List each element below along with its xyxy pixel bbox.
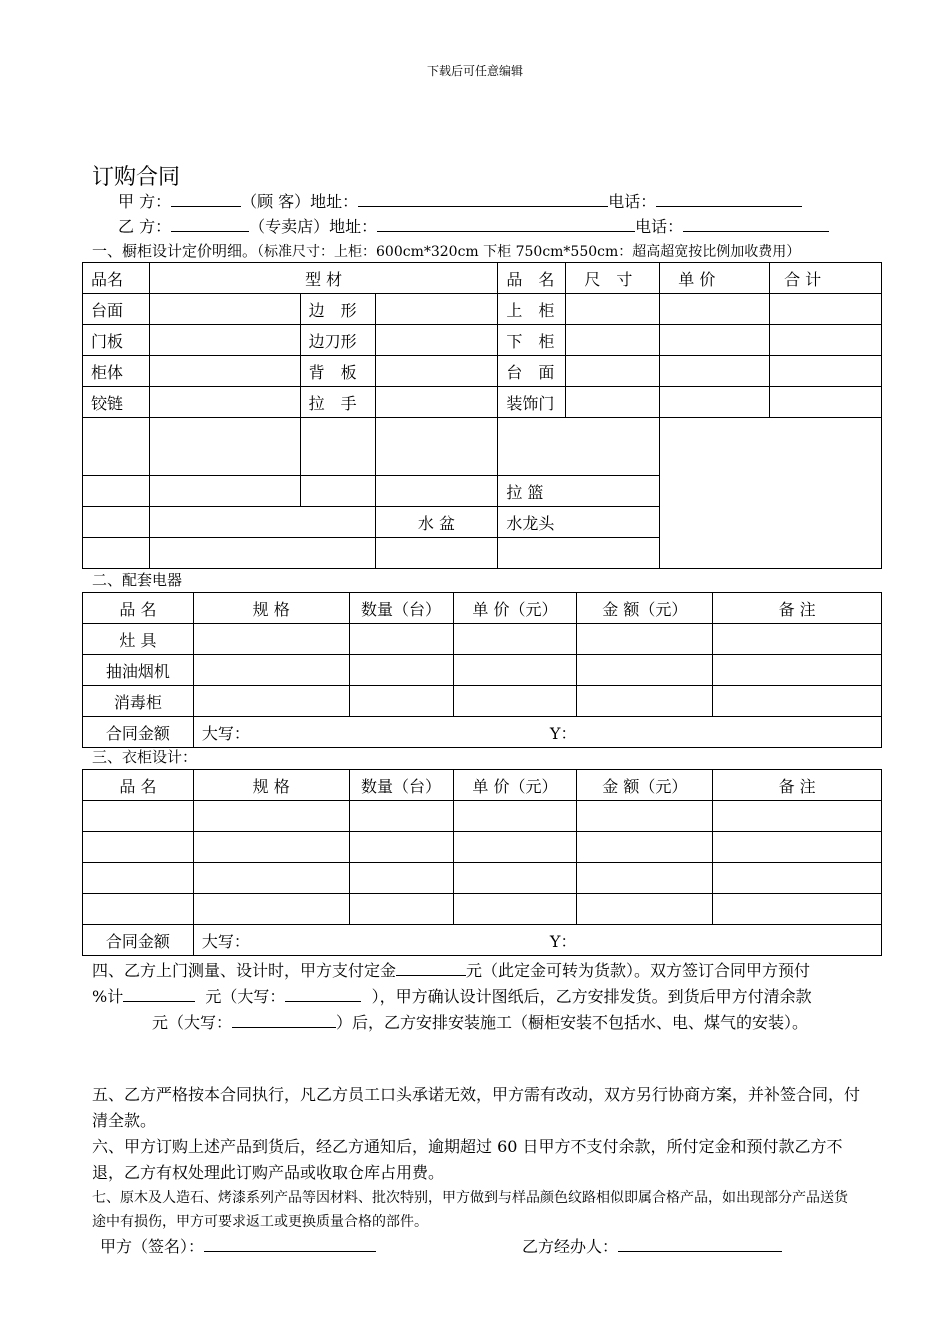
signature-a [100, 1234, 376, 1257]
cell-label: 拉 手 [300, 387, 375, 418]
balance-upper-blank[interactable] [232, 1012, 336, 1028]
table-cell[interactable] [193, 863, 349, 894]
table-row [83, 387, 882, 418]
table-cell[interactable] [83, 476, 150, 507]
table-cell[interactable] [713, 832, 882, 863]
table-cell[interactable] [453, 624, 577, 655]
party-b-label: 乙 方： [118, 217, 172, 236]
party-a-address-blank[interactable] [358, 191, 608, 207]
row-label: 灶 具 [83, 624, 194, 655]
table-cell[interactable] [713, 894, 882, 925]
table-cell[interactable] [713, 686, 882, 717]
clause-4-text: ），甲方确认设计图纸后，乙方安排发货。到货后甲方付清余款 [371, 987, 812, 1006]
table-row [83, 655, 882, 686]
table-cell[interactable] [149, 418, 300, 476]
table-cell-merged[interactable] [660, 418, 882, 569]
table-cell[interactable] [577, 863, 713, 894]
total-row [83, 925, 882, 956]
table-cell[interactable] [193, 624, 349, 655]
section2-heading: 二、配套电器 [92, 571, 183, 589]
cell-label: 背 板 [300, 356, 375, 387]
party-a-name-blank[interactable] [171, 191, 241, 207]
appliance-table [82, 592, 882, 748]
col-header: 数量（台） [349, 593, 453, 624]
table-cell[interactable] [566, 294, 660, 325]
sink-label: 水 盆 [375, 507, 498, 538]
table-cell[interactable] [349, 624, 453, 655]
party-b-line [118, 214, 829, 237]
deposit-blank[interactable] [396, 960, 466, 976]
table-row [83, 863, 882, 894]
cabinet-table-header [83, 263, 882, 294]
party-b-address-blank[interactable] [377, 216, 635, 232]
table-cell[interactable] [770, 387, 882, 418]
table-cell[interactable] [566, 325, 660, 356]
table-cell[interactable] [577, 624, 713, 655]
table-cell[interactable] [83, 801, 194, 832]
table-cell[interactable] [498, 418, 660, 476]
cell-label: 边 形 [300, 294, 375, 325]
table-cell[interactable] [713, 801, 882, 832]
table-row [83, 894, 882, 925]
table-row [83, 356, 882, 387]
table-cell[interactable] [375, 294, 498, 325]
table-cell[interactable] [577, 655, 713, 686]
col-header: 金 额（元） [577, 770, 713, 801]
party-b-phone-label: 电话： [635, 217, 684, 236]
clause-7: 七、原木及人造石、烤漆系列产品等因材料、批次特别，甲方做到与样品颜色纹路相似即属合格产品，如出现部分产品送货途中有损伤，甲方可要求返工或更换质量合格的部件。 [92, 1190, 848, 1230]
cell-label: 上 柜 [498, 294, 566, 325]
table-cell[interactable] [83, 418, 150, 476]
table-row [83, 325, 882, 356]
table-row [83, 801, 882, 832]
party-b-name-blank[interactable] [171, 216, 249, 232]
clause-4-text: 元（大写： [205, 987, 286, 1006]
table-cell[interactable] [453, 686, 577, 717]
party-a-role: （顾 客）地址： [241, 192, 359, 211]
col-header: 数量（台） [349, 770, 453, 801]
party-b-role: （专卖店）地址： [249, 217, 378, 236]
cell-label: 柜体 [83, 356, 150, 387]
sign-a-label: 甲方（签名）： [100, 1237, 205, 1256]
table-cell[interactable] [300, 418, 375, 476]
table-cell[interactable] [149, 325, 300, 356]
appliance-table-header [83, 593, 882, 624]
row-label: 消毒柜 [83, 686, 194, 717]
clause-4-text: ）后，乙方安排安装施工（橱柜安装不包括水、电、煤气的安装）。 [336, 1013, 809, 1032]
party-a-label: 甲 方： [118, 192, 172, 211]
table-cell[interactable] [149, 356, 300, 387]
party-a-phone-blank[interactable] [656, 191, 802, 207]
wardrobe-table [82, 769, 882, 956]
table-row [83, 686, 882, 717]
header-note: 下载后可任意编辑 [426, 64, 523, 78]
cell-label: 台面 [83, 294, 150, 325]
col-header-total: 合 计 [770, 263, 882, 294]
col-header-name: 品名 [83, 263, 150, 294]
col-header: 品 名 [83, 770, 194, 801]
sign-b-blank[interactable] [618, 1236, 782, 1252]
table-cell[interactable] [149, 294, 300, 325]
col-header: 金 额（元） [577, 593, 713, 624]
table-cell[interactable] [453, 894, 577, 925]
table-row [83, 624, 882, 655]
clause-4-text: 四、乙方上门测量、设计时，甲方支付定金 [92, 961, 397, 980]
col-header-material: 型 材 [149, 263, 497, 294]
total-cell[interactable] [193, 925, 881, 956]
col-header-unit-price: 单 价 [660, 263, 770, 294]
table-cell[interactable] [577, 894, 713, 925]
table-cell[interactable] [349, 801, 453, 832]
yen-label: Y： [549, 723, 577, 743]
table-cell[interactable] [660, 325, 770, 356]
clause-4 [92, 958, 860, 1036]
sign-a-blank[interactable] [204, 1236, 376, 1252]
table-cell[interactable] [193, 801, 349, 832]
table-cell[interactable] [193, 832, 349, 863]
table-cell[interactable] [375, 418, 498, 476]
clause-5: 五、乙方严格按本合同执行，凡乙方员工口头承诺无效，甲方需有改动，双方另行协商方案，并补签合同，付清全款。 [92, 1085, 861, 1130]
table-cell[interactable] [193, 894, 349, 925]
table-cell[interactable] [83, 863, 194, 894]
table-cell[interactable] [349, 863, 453, 894]
col-header: 规 格 [193, 770, 349, 801]
table-cell[interactable] [375, 356, 498, 387]
table-cell[interactable] [660, 294, 770, 325]
table-cell[interactable] [770, 356, 882, 387]
table-cell[interactable] [375, 387, 498, 418]
page-title: 订购合同 [92, 165, 181, 190]
basket-label: 拉 篮 [498, 476, 660, 507]
total-cell[interactable] [193, 717, 881, 748]
col-header: 品 名 [83, 593, 194, 624]
party-b-phone-blank[interactable] [683, 216, 829, 232]
section1-heading: 一、橱柜设计定价明细。 [92, 242, 258, 260]
table-cell[interactable] [770, 294, 882, 325]
cell-label: 铰链 [83, 387, 150, 418]
table-cell[interactable] [453, 801, 577, 832]
section1-note: （标准尺寸：上柜：600cm*320cm 下柜 750cm*550cm：超高超宽按比例加收费用） [257, 244, 801, 260]
table-cell[interactable] [349, 686, 453, 717]
table-cell[interactable] [83, 894, 194, 925]
col-header-name-2: 品 名 [498, 263, 566, 294]
table-cell[interactable] [577, 801, 713, 832]
prepay-blank[interactable] [123, 986, 195, 1002]
table-cell[interactable] [498, 538, 660, 569]
cell-label: 装饰门 [498, 387, 566, 418]
table-row [83, 832, 882, 863]
table-cell[interactable] [149, 387, 300, 418]
cell-label: 台 面 [498, 356, 566, 387]
table-cell[interactable] [349, 894, 453, 925]
total-label: 合同金额 [83, 717, 194, 748]
table-cell[interactable] [375, 476, 498, 507]
party-a-phone-label: 电话： [608, 192, 657, 211]
col-header-size: 尺 寸 [566, 263, 660, 294]
table-cell[interactable] [375, 538, 498, 569]
col-header: 规 格 [193, 593, 349, 624]
sign-b-label: 乙方经办人： [522, 1237, 619, 1256]
table-cell[interactable] [713, 863, 882, 894]
col-header: 备 注 [713, 593, 882, 624]
table-cell[interactable] [566, 356, 660, 387]
table-cell[interactable] [660, 356, 770, 387]
table-row [83, 294, 882, 325]
table-cell[interactable] [453, 832, 577, 863]
table-cell[interactable] [770, 325, 882, 356]
upper-label: 大写： [201, 931, 250, 951]
table-cell[interactable] [300, 476, 375, 507]
total-label: 合同金额 [83, 925, 194, 956]
clause-4-text: 元（此定金可转为货款）。双方签订合同甲方预付 [466, 961, 811, 980]
table-cell[interactable] [660, 387, 770, 418]
table-cell[interactable] [349, 832, 453, 863]
section1-heading-line [92, 240, 800, 261]
col-header: 单 价（元） [453, 593, 577, 624]
wardrobe-table-header [83, 770, 882, 801]
table-cell[interactable] [566, 387, 660, 418]
section3-heading: 三、衣柜设计： [92, 748, 198, 766]
cell-label: 边刀形 [300, 325, 375, 356]
table-cell[interactable] [453, 655, 577, 686]
total-row [83, 717, 882, 748]
row-label: 抽油烟机 [83, 655, 194, 686]
table-row [83, 418, 882, 476]
clause-4-text: 元（大写： [152, 1013, 233, 1032]
clause-6: 六、甲方订购上述产品到货后，经乙方通知后，逾期超过 60 日甲方不支付余款，所付定金和预付款乙方不退，乙方有权处理此订购产品或收取仓库占用费。 [92, 1137, 843, 1182]
table-cell[interactable] [149, 538, 375, 569]
clause-4-text: %计 [92, 987, 124, 1006]
table-cell[interactable] [149, 476, 300, 507]
table-cell[interactable] [713, 655, 882, 686]
table-cell[interactable] [577, 832, 713, 863]
col-header: 备 注 [713, 770, 882, 801]
upper-label: 大写： [201, 723, 250, 743]
table-cell[interactable] [713, 624, 882, 655]
faucet-label: 水龙头 [498, 507, 660, 538]
party-a-line [118, 189, 802, 212]
table-cell[interactable] [83, 832, 194, 863]
table-cell[interactable] [375, 325, 498, 356]
table-cell[interactable] [193, 655, 349, 686]
table-cell[interactable] [577, 686, 713, 717]
table-cell[interactable] [83, 538, 150, 569]
table-cell[interactable] [149, 507, 375, 538]
cabinet-table [82, 262, 882, 569]
table-cell[interactable] [349, 655, 453, 686]
yen-label: Y： [549, 931, 577, 951]
table-cell[interactable] [453, 863, 577, 894]
cell-label: 下 柜 [498, 325, 566, 356]
col-header: 单 价（元） [453, 770, 577, 801]
cell-label: 门板 [83, 325, 150, 356]
table-cell[interactable] [83, 507, 150, 538]
signature-b [522, 1234, 782, 1257]
prepay-upper-blank[interactable] [285, 986, 361, 1002]
table-cell[interactable] [193, 686, 349, 717]
